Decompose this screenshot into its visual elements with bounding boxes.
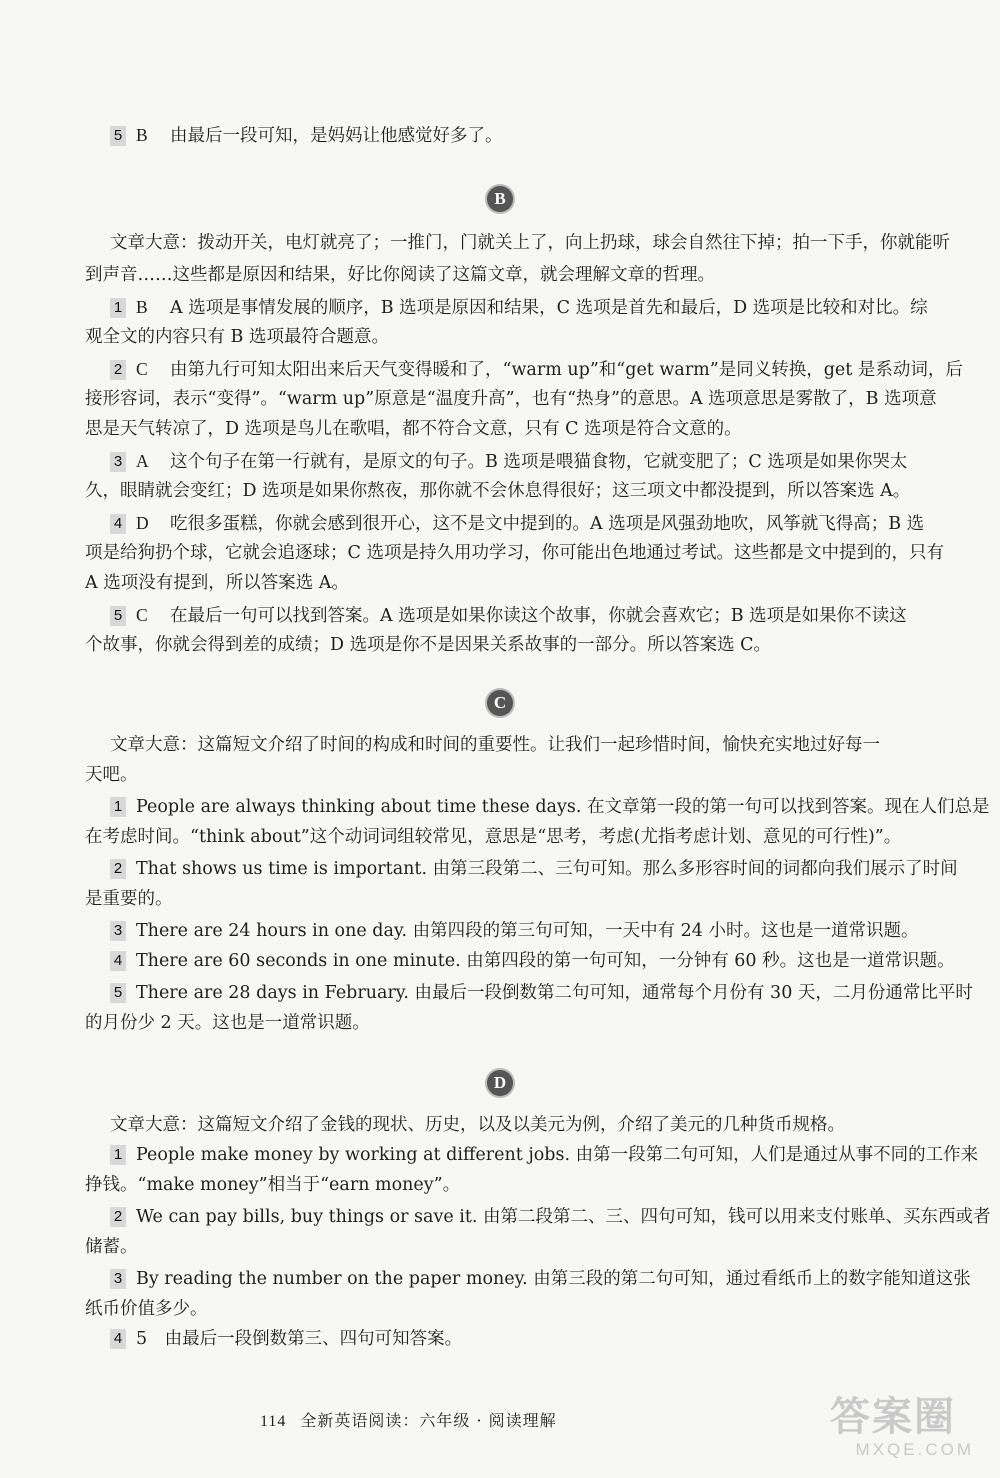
explanation-text: We can pay bills, buy things or save it. 由第二段第二、三、四句可知，钱可以用来支付账单、买东西或者 bbox=[136, 1207, 991, 1227]
explanation-text: That shows us time is important. 由第三段第二、三句可知。那么多形容时间的词都向我们展示了时间 bbox=[136, 859, 958, 879]
explanation-text: 纸币价值多少。 bbox=[85, 1299, 208, 1319]
answer-c-2 bbox=[110, 856, 960, 882]
question-number: 3 bbox=[110, 1269, 126, 1289]
question-number: 5 bbox=[110, 126, 126, 146]
answer-letter: A bbox=[136, 451, 149, 471]
question-number: 3 bbox=[110, 921, 126, 941]
answer-letter: D bbox=[136, 513, 149, 533]
explanation-text: There are 24 hours in one day. 由第四段的第三句可知，一天中有 24 小时。这也是一道常识题。 bbox=[136, 921, 919, 941]
explanation-text: 由最后一段可知，是妈妈让他感觉好多了。 bbox=[170, 126, 503, 146]
answer-d-2 bbox=[110, 1204, 991, 1230]
question-number: 2 bbox=[110, 360, 126, 380]
section-c-badge: C bbox=[487, 690, 513, 716]
answer-d-1 bbox=[110, 1142, 979, 1168]
watermark-text: 答案圈 bbox=[830, 1395, 956, 1439]
answer-b-3 bbox=[110, 448, 960, 475]
explanation-text: 个故事，你就会得到差的成绩；D 选项是你不是因果关系故事的一部分。所以答案选 C。 bbox=[85, 635, 772, 655]
explanation-text: 储蓄。 bbox=[85, 1237, 138, 1257]
explanation-text: People are always thinking about time these days. 在文章第一段的第一句可以找到答案。现在人们总是 bbox=[136, 797, 990, 817]
explanation-text: There are 28 days in February. 由最后一段倒数第二句可知，通常每个月份有 30 天，二月份通常比平时 bbox=[136, 983, 973, 1003]
question-number: 3 bbox=[110, 452, 126, 472]
answer-letter: B bbox=[136, 297, 148, 317]
explanation-text: 挣钱。“make money”相当于“earn money”。 bbox=[85, 1175, 461, 1195]
answer-c-5 bbox=[110, 980, 973, 1006]
explanation-text: People make money by working at different jobs. 由第一段第二句可知，人们是通过从事不同的工作来 bbox=[136, 1145, 979, 1165]
explanation-text: There are 60 seconds in one minute. 由第四段的第一句可知，一分钟有 60 秒。这也是一道常识题。 bbox=[136, 951, 955, 971]
explanation-text: 吃很多蛋糕，你就会感到很开心，这不是文中提到的。A 选项是风强劲地吹，风筝就飞得高；B 选 bbox=[170, 514, 925, 534]
answer-d-4 bbox=[110, 1326, 960, 1352]
explanation-text: A 选项没有提到，所以答案选 A。 bbox=[85, 573, 349, 593]
question-number: 4 bbox=[110, 951, 126, 971]
explanation-text: 项是给狗扔个球，它就会追逐球；C 选项是持久用功学习，你可能出色地通过考试。这些都是文中提到的，只有 bbox=[85, 543, 944, 563]
answer-letter: C bbox=[136, 359, 148, 379]
question-number: 2 bbox=[110, 859, 126, 879]
answer-c-4 bbox=[110, 948, 960, 974]
question-number: 1 bbox=[110, 1145, 126, 1165]
page-footer bbox=[260, 1408, 557, 1431]
watermark-logo bbox=[830, 1394, 980, 1464]
answer-letter: C bbox=[136, 605, 148, 625]
answer-letter: B bbox=[136, 125, 148, 145]
answer-b-5 bbox=[110, 602, 960, 629]
question-number: 2 bbox=[110, 1207, 126, 1227]
section-c-summary: 文章大意：这篇短文介绍了时间的构成和时间的重要性。让我们一起珍惜时间，愉快充实地过好每一 bbox=[110, 735, 880, 755]
answer-c-3 bbox=[110, 918, 960, 944]
explanation-text: 观全文的内容只有 B 选项最符合题意。 bbox=[85, 327, 389, 347]
section-b-summary: 文章大意：拨动开关，电灯就亮了；一推门，门就关上了，向上扔球，球会自然往下掉；拍一下手，你就能听 bbox=[110, 233, 950, 253]
explanation-text: 久，眼睛就会变红；D 选项是如果你熬夜，那你就不会休息得很好；这三项文中都没提到，所以答案选 A。 bbox=[85, 481, 911, 501]
question-number: 5 bbox=[110, 606, 126, 626]
answer-b-1 bbox=[110, 294, 960, 321]
question-number: 1 bbox=[110, 797, 126, 817]
answer-b-4 bbox=[110, 510, 960, 537]
explanation-text: 接形容词，表示“变得”。“warm up”原意是“温度升高”，也有“热身”的意思。A 选项意思是雾散了，B 选项意 bbox=[85, 389, 937, 409]
explanation-text: 在考虑时间。“think about”这个动词词组较常见，意思是“思考，考虑(尤指考虑计划、意见的可行性)”。 bbox=[85, 827, 902, 847]
explanation-text: 在最后一句可以找到答案。A 选项是如果你读这个故事，你就会喜欢它；B 选项是如果你不读这 bbox=[170, 606, 907, 626]
explanation-text: 的月份少 2 天。这也是一道常识题。 bbox=[85, 1013, 370, 1033]
answer-d-3 bbox=[110, 1266, 971, 1292]
section-c-summary: 天吧。 bbox=[85, 765, 138, 785]
section-d-summary: 文章大意：这篇短文介绍了金钱的现状、历史，以及以美元为例，介绍了美元的几种货币规格。 bbox=[110, 1115, 845, 1135]
question-number: 4 bbox=[110, 1329, 126, 1349]
section-b-badge: B bbox=[487, 186, 513, 212]
explanation-text: 思是天气转凉了，D 选项是鸟儿在歌唱，都不符合文意，只有 C 选项是符合文意的。 bbox=[85, 419, 742, 439]
answer-a-5 bbox=[110, 122, 960, 149]
explanation-text: 是重要的。 bbox=[85, 889, 173, 909]
explanation-text: 这个句子在第一行就有，是原文的句子。B 选项是喂猫食物，它就变肥了；C 选项是如果你哭太 bbox=[170, 452, 908, 472]
section-d-badge: D bbox=[487, 1070, 513, 1096]
explanation-text: By reading the number on the paper money. 由第三段的第二句可知，通过看纸币上的数字能知道这张 bbox=[136, 1269, 971, 1289]
book-title: 全新英语阅读：六年级 · 阅读理解 bbox=[300, 1411, 557, 1430]
question-number: 1 bbox=[110, 298, 126, 318]
section-b-summary: 到声音……这些都是原因和结果，好比你阅读了这篇文章，就会理解文章的哲理。 bbox=[85, 265, 715, 285]
explanation-text: 5 由最后一段倒数第三、四句可知答案。 bbox=[136, 1329, 463, 1349]
question-number: 5 bbox=[110, 983, 126, 1003]
answer-b-2 bbox=[110, 356, 963, 383]
page-number: 114 bbox=[260, 1413, 287, 1430]
watermark-url: MXQE.COM bbox=[855, 1440, 974, 1459]
explanation-text: 由第九行可知太阳出来后天气变得暖和了，“warm up”和“get warm”是同义转换，get 是系动词，后 bbox=[170, 360, 963, 380]
explanation-text: A 选项是事情发展的顺序，B 选项是原因和结果，C 选项是首先和最后，D 选项是比较和对比。综 bbox=[170, 298, 928, 318]
answer-c-1 bbox=[110, 794, 990, 820]
question-number: 4 bbox=[110, 514, 126, 534]
